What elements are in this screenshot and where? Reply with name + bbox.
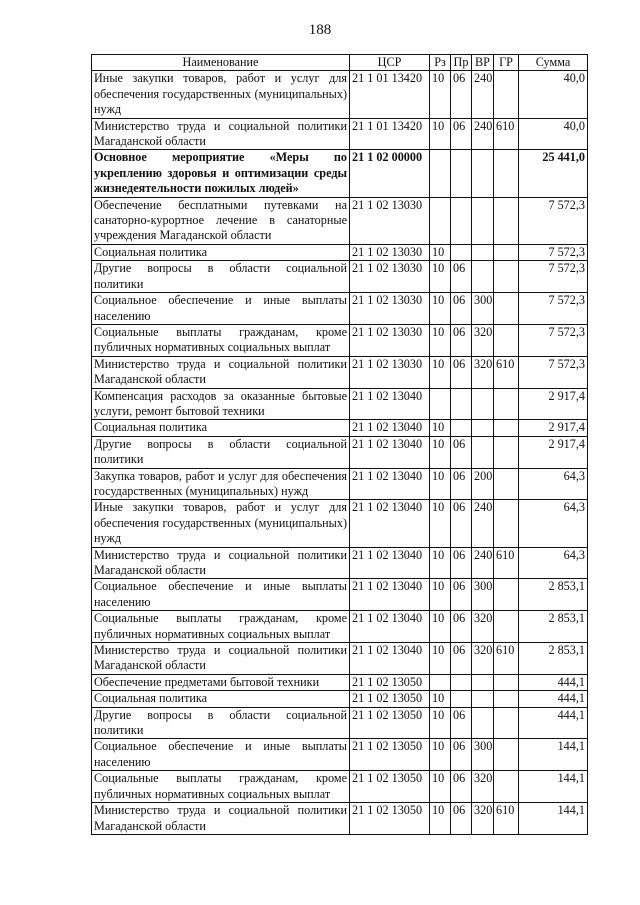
row-sum-cell: 7 572,3	[519, 261, 588, 293]
row-rz-cell	[430, 150, 451, 197]
row-rz-cell	[430, 388, 451, 420]
row-gr-cell	[494, 71, 519, 118]
row-vr-cell	[472, 261, 494, 293]
row-sum-cell: 64,3	[519, 547, 588, 579]
row-csr-cell: 21 1 02 13030	[350, 293, 430, 325]
row-vr-cell	[472, 244, 494, 260]
row-vr-cell	[472, 197, 494, 244]
row-vr-cell: 320	[472, 611, 494, 643]
row-pr-cell: 06	[451, 436, 472, 468]
table-header-row	[92, 55, 588, 71]
row-name-cell: Основное мероприятие «Меры по укреплению здоровья и оптимизации среды жизнедеятельности пожилых людей»	[92, 150, 350, 197]
row-vr-cell: 300	[472, 293, 494, 325]
row-sum-cell: 2 853,1	[519, 643, 588, 675]
row-vr-cell	[472, 691, 494, 707]
row-vr-cell	[472, 674, 494, 690]
header-csr: ЦСР	[350, 55, 430, 71]
row-csr-cell: 21 1 01 13420	[350, 118, 430, 150]
row-name-cell: Министерство труда и социальной политики Магаданской области	[92, 643, 350, 675]
row-name-cell: Социальные выплаты гражданам, кроме публичных нормативных социальных выплат	[92, 324, 350, 356]
row-csr-cell: 21 1 02 00000	[350, 150, 430, 197]
row-gr-cell	[494, 436, 519, 468]
row-gr-cell	[494, 611, 519, 643]
row-pr-cell	[451, 150, 472, 197]
table-row	[92, 707, 588, 739]
row-rz-cell: 10	[430, 356, 451, 388]
table-row	[92, 611, 588, 643]
row-name-cell: Закупка товаров, работ и услуг для обеспечения государственных (муниципальных) нужд	[92, 468, 350, 500]
row-csr-cell: 21 1 02 13040	[350, 547, 430, 579]
row-csr-cell: 21 1 02 13040	[350, 468, 430, 500]
row-csr-cell: 21 1 02 13030	[350, 356, 430, 388]
table-row	[92, 579, 588, 611]
row-name-cell: Министерство труда и социальной политики Магаданской области	[92, 356, 350, 388]
row-vr-cell: 320	[472, 803, 494, 835]
row-rz-cell: 10	[430, 244, 451, 260]
row-name-cell: Социальная политика	[92, 420, 350, 436]
row-sum-cell: 2 853,1	[519, 611, 588, 643]
row-sum-cell: 144,1	[519, 739, 588, 771]
row-sum-cell: 64,3	[519, 500, 588, 547]
row-name-cell: Компенсация расходов за оказанные бытовые услуги, ремонт бытовой техники	[92, 388, 350, 420]
table-row	[92, 356, 588, 388]
row-rz-cell: 10	[430, 118, 451, 150]
table-row	[92, 674, 588, 690]
row-vr-cell	[472, 388, 494, 420]
page-number: 188	[308, 22, 332, 38]
row-gr-cell: 610	[494, 803, 519, 835]
row-csr-cell: 21 1 02 13050	[350, 674, 430, 690]
table-row	[92, 803, 588, 835]
table-row	[92, 324, 588, 356]
row-rz-cell: 10	[430, 500, 451, 547]
row-vr-cell: 240	[472, 500, 494, 547]
row-gr-cell	[494, 739, 519, 771]
table-row	[92, 150, 588, 197]
row-csr-cell: 21 1 02 13040	[350, 500, 430, 547]
row-pr-cell: 06	[451, 293, 472, 325]
row-rz-cell: 10	[430, 436, 451, 468]
row-sum-cell: 444,1	[519, 707, 588, 739]
row-vr-cell: 320	[472, 771, 494, 803]
row-vr-cell: 320	[472, 356, 494, 388]
row-csr-cell: 21 1 02 13040	[350, 611, 430, 643]
row-name-cell: Иные закупки товаров, работ и услуг для обеспечения государственных (муниципальных) нужд	[92, 71, 350, 118]
row-gr-cell	[494, 771, 519, 803]
table-row	[92, 293, 588, 325]
row-gr-cell: 610	[494, 356, 519, 388]
row-vr-cell	[472, 150, 494, 197]
row-csr-cell: 21 1 02 13050	[350, 771, 430, 803]
row-gr-cell	[494, 579, 519, 611]
row-sum-cell: 64,3	[519, 468, 588, 500]
row-name-cell: Иные закупки товаров, работ и услуг для обеспечения государственных (муниципальных) нужд	[92, 500, 350, 547]
table-row	[92, 643, 588, 675]
row-pr-cell	[451, 197, 472, 244]
table-row	[92, 71, 588, 118]
row-gr-cell	[494, 324, 519, 356]
row-rz-cell: 10	[430, 324, 451, 356]
row-sum-cell: 2 917,4	[519, 436, 588, 468]
table-row	[92, 420, 588, 436]
row-sum-cell: 7 572,3	[519, 197, 588, 244]
row-sum-cell: 444,1	[519, 691, 588, 707]
row-name-cell: Социальное обеспечение и иные выплаты населению	[92, 739, 350, 771]
row-pr-cell	[451, 691, 472, 707]
row-vr-cell: 300	[472, 739, 494, 771]
row-pr-cell: 06	[451, 771, 472, 803]
table-row	[92, 197, 588, 244]
row-sum-cell: 7 572,3	[519, 324, 588, 356]
row-gr-cell	[494, 691, 519, 707]
row-vr-cell: 240	[472, 71, 494, 118]
row-gr-cell	[494, 420, 519, 436]
row-name-cell: Социальные выплаты гражданам, кроме публичных нормативных социальных выплат	[92, 611, 350, 643]
row-name-cell: Другие вопросы в области социальной политики	[92, 436, 350, 468]
row-pr-cell	[451, 674, 472, 690]
row-rz-cell: 10	[430, 293, 451, 325]
row-pr-cell: 06	[451, 356, 472, 388]
row-sum-cell: 144,1	[519, 771, 588, 803]
row-pr-cell: 06	[451, 324, 472, 356]
row-vr-cell	[472, 420, 494, 436]
row-csr-cell: 21 1 02 13050	[350, 707, 430, 739]
row-pr-cell: 06	[451, 579, 472, 611]
table-row	[92, 244, 588, 260]
table-row	[92, 739, 588, 771]
row-sum-cell: 7 572,3	[519, 244, 588, 260]
row-vr-cell: 240	[472, 547, 494, 579]
row-csr-cell: 21 1 01 13420	[350, 71, 430, 118]
row-csr-cell: 21 1 02 13030	[350, 197, 430, 244]
row-pr-cell: 06	[451, 707, 472, 739]
row-vr-cell: 240	[472, 118, 494, 150]
row-gr-cell	[494, 707, 519, 739]
row-vr-cell	[472, 707, 494, 739]
row-csr-cell: 21 1 02 13040	[350, 579, 430, 611]
row-sum-cell: 2 917,4	[519, 388, 588, 420]
row-sum-cell: 40,0	[519, 118, 588, 150]
row-sum-cell: 7 572,3	[519, 356, 588, 388]
row-rz-cell: 10	[430, 420, 451, 436]
row-gr-cell	[494, 261, 519, 293]
row-pr-cell: 06	[451, 261, 472, 293]
table-row	[92, 500, 588, 547]
row-csr-cell: 21 1 02 13040	[350, 436, 430, 468]
row-name-cell: Другие вопросы в области социальной политики	[92, 707, 350, 739]
row-rz-cell	[430, 674, 451, 690]
table-row	[92, 468, 588, 500]
row-pr-cell	[451, 244, 472, 260]
table-row	[92, 771, 588, 803]
row-pr-cell: 06	[451, 71, 472, 118]
row-sum-cell: 144,1	[519, 803, 588, 835]
row-csr-cell: 21 1 02 13030	[350, 324, 430, 356]
row-rz-cell: 10	[430, 547, 451, 579]
row-csr-cell: 21 1 02 13040	[350, 388, 430, 420]
row-rz-cell: 10	[430, 71, 451, 118]
row-csr-cell: 21 1 02 13050	[350, 691, 430, 707]
row-gr-cell	[494, 197, 519, 244]
row-pr-cell: 06	[451, 118, 472, 150]
row-gr-cell	[494, 150, 519, 197]
row-vr-cell	[472, 436, 494, 468]
header-pr: Пр	[451, 55, 472, 71]
budget-table	[91, 54, 588, 835]
row-gr-cell	[494, 674, 519, 690]
row-name-cell: Министерство труда и социальной политики Магаданской области	[92, 547, 350, 579]
header-sum: Сумма	[519, 55, 588, 71]
header-rz: Рз	[430, 55, 451, 71]
row-rz-cell: 10	[430, 707, 451, 739]
row-csr-cell: 21 1 02 13050	[350, 803, 430, 835]
row-sum-cell: 2 853,1	[519, 579, 588, 611]
row-sum-cell: 25 441,0	[519, 150, 588, 197]
row-pr-cell	[451, 388, 472, 420]
row-name-cell: Социальные выплаты гражданам, кроме публичных нормативных социальных выплат	[92, 771, 350, 803]
table-row	[92, 261, 588, 293]
row-rz-cell: 10	[430, 579, 451, 611]
row-sum-cell: 40,0	[519, 71, 588, 118]
row-rz-cell: 10	[430, 643, 451, 675]
row-pr-cell: 06	[451, 468, 472, 500]
row-gr-cell	[494, 244, 519, 260]
row-rz-cell: 10	[430, 468, 451, 500]
row-name-cell: Социальная политика	[92, 691, 350, 707]
row-gr-cell	[494, 293, 519, 325]
row-csr-cell: 21 1 02 13040	[350, 420, 430, 436]
row-name-cell: Другие вопросы в области социальной политики	[92, 261, 350, 293]
row-sum-cell: 444,1	[519, 674, 588, 690]
table-row	[92, 436, 588, 468]
row-csr-cell: 21 1 02 13030	[350, 261, 430, 293]
row-rz-cell: 10	[430, 739, 451, 771]
row-rz-cell: 10	[430, 803, 451, 835]
row-rz-cell: 10	[430, 771, 451, 803]
row-name-cell: Социальное обеспечение и иные выплаты населению	[92, 579, 350, 611]
row-vr-cell: 320	[472, 643, 494, 675]
row-pr-cell: 06	[451, 611, 472, 643]
row-csr-cell: 21 1 02 13050	[350, 739, 430, 771]
row-rz-cell: 10	[430, 691, 451, 707]
row-rz-cell	[430, 197, 451, 244]
row-sum-cell: 7 572,3	[519, 293, 588, 325]
header-name: Наименование	[92, 55, 350, 71]
row-gr-cell: 610	[494, 547, 519, 579]
row-pr-cell: 06	[451, 803, 472, 835]
row-name-cell: Министерство труда и социальной политики Магаданской области	[92, 803, 350, 835]
row-sum-cell: 2 917,4	[519, 420, 588, 436]
table-row	[92, 691, 588, 707]
row-gr-cell: 610	[494, 643, 519, 675]
row-gr-cell	[494, 468, 519, 500]
row-name-cell: Социальное обеспечение и иные выплаты населению	[92, 293, 350, 325]
row-name-cell: Социальная политика	[92, 244, 350, 260]
row-name-cell: Обеспечение бесплатными путевками на санаторно-курортное лечение в санаторные учреждения Магаданской области	[92, 197, 350, 244]
row-vr-cell: 200	[472, 468, 494, 500]
row-pr-cell: 06	[451, 500, 472, 547]
row-name-cell: Обеспечение предметами бытовой техники	[92, 674, 350, 690]
header-vr: ВР	[472, 55, 494, 71]
row-pr-cell: 06	[451, 547, 472, 579]
row-rz-cell: 10	[430, 261, 451, 293]
row-pr-cell: 06	[451, 643, 472, 675]
table-row	[92, 547, 588, 579]
row-gr-cell	[494, 500, 519, 547]
row-pr-cell	[451, 420, 472, 436]
row-gr-cell: 610	[494, 118, 519, 150]
header-gr: ГР	[494, 55, 519, 71]
row-gr-cell	[494, 388, 519, 420]
row-csr-cell: 21 1 02 13040	[350, 643, 430, 675]
row-rz-cell: 10	[430, 611, 451, 643]
table-row	[92, 388, 588, 420]
row-csr-cell: 21 1 02 13030	[350, 244, 430, 260]
row-pr-cell: 06	[451, 739, 472, 771]
row-vr-cell: 320	[472, 324, 494, 356]
row-name-cell: Министерство труда и социальной политики Магаданской области	[92, 118, 350, 150]
row-vr-cell: 300	[472, 579, 494, 611]
table-row	[92, 118, 588, 150]
